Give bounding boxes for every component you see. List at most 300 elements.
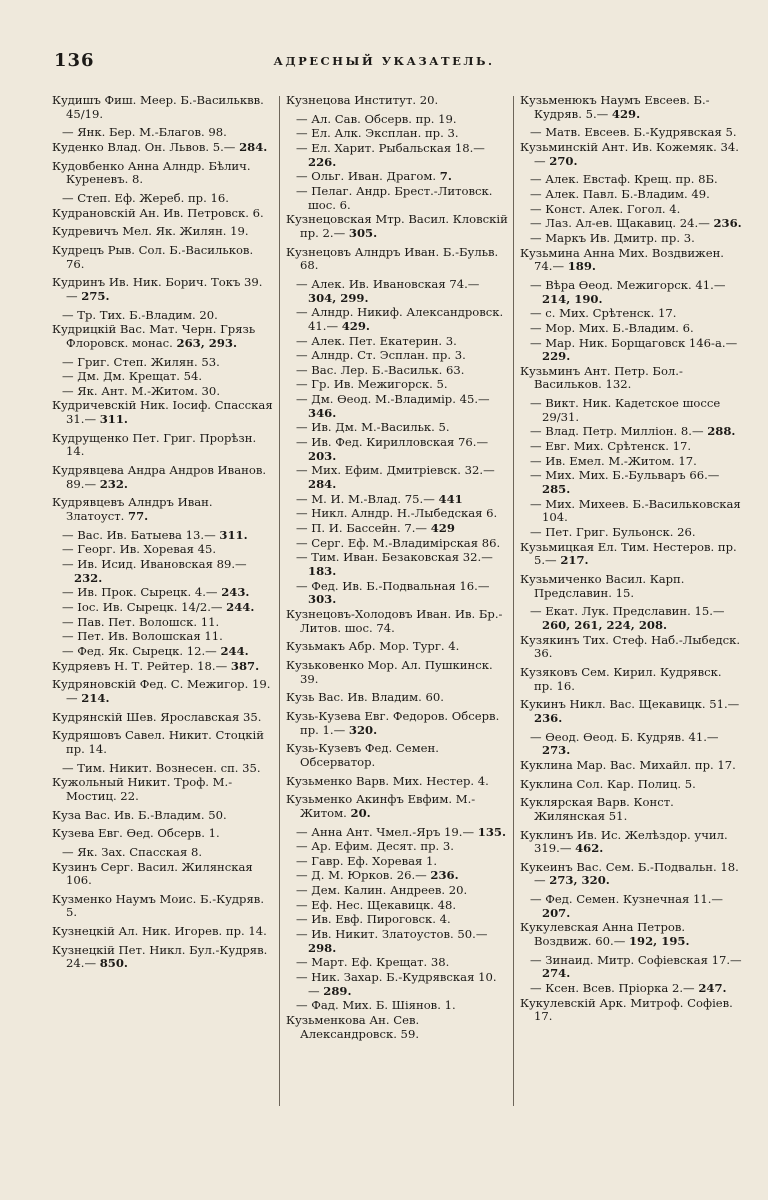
sub-entry xyxy=(520,954,742,981)
entry-text: — Тим. Иван. Безаковская 32.— xyxy=(296,550,493,565)
column-divider xyxy=(279,96,280,1106)
sub-entry xyxy=(286,971,508,998)
entry-text: — М. И. М.-Влад. 75.— xyxy=(296,491,435,506)
entry-text: — Алндр. Ст. Эсплан. пр. 3. xyxy=(296,348,466,363)
entry-number: 236. xyxy=(534,710,563,725)
entry-text: Кузнецова Институт. 20. xyxy=(286,93,439,107)
column-2 xyxy=(286,94,508,1046)
directory-entry xyxy=(52,827,274,841)
entry-number: 270. xyxy=(549,153,578,168)
directory-entry xyxy=(52,276,274,303)
entry-text: — Ив. Евф. Пироговск. 4. xyxy=(296,912,451,927)
entry-text: — Алек. Павл. Б.-Владим. 49. xyxy=(530,186,710,201)
entry-text: Кузьминскій Ант. Ив. Кожемяк. 34.— xyxy=(520,139,739,168)
entry-text: Кузьмиченко Васил. Карп. Предславин. 15. xyxy=(520,572,685,600)
sub-entry xyxy=(52,616,274,630)
page-number: 136 xyxy=(54,50,95,71)
entry-text: Кудричевскій Ник. Іосиф. Спасская 31.— xyxy=(52,398,273,427)
entry-text: Кузнецкій Пет. Никл. Бул.-Кудряв. 24.— xyxy=(52,942,268,971)
directory-entry xyxy=(52,323,274,350)
entry-number: 346. xyxy=(308,405,337,420)
entry-text: — Лаз. Ал-ев. Щакавиц. 24.— xyxy=(530,216,710,231)
directory-entry xyxy=(520,634,742,661)
entry-text: Кудрицкій Вас. Мат. Черн. Грязь Флоровск. монас. xyxy=(52,322,256,350)
sub-entry xyxy=(520,498,742,525)
entry-text: Кузякинъ Тих. Стеф. Наб.-Лыбедск. 36. xyxy=(520,632,741,661)
directory-entry xyxy=(520,541,742,568)
sub-entry xyxy=(286,113,508,127)
entry-text: — Як. Ант. М.-Житом. 30. xyxy=(62,383,220,398)
entry-number: 183. xyxy=(308,564,337,578)
directory-entry xyxy=(286,94,508,108)
sub-entry xyxy=(520,337,742,364)
entry-text: — Алек. Пет. Екатерин. 3. xyxy=(296,333,457,348)
entry-text: — Ел. Алк. Эксплан. пр. 3. xyxy=(296,126,459,141)
entry-text: Куза Вас. Ив. Б.-Владим. 50. xyxy=(52,807,227,822)
sub-entry xyxy=(286,306,508,333)
directory-entry xyxy=(286,793,508,820)
entry-text: Куклинъ Ив. Ис. Желѣздор. учил. 319.— xyxy=(520,827,728,856)
sub-entry xyxy=(520,455,742,469)
entry-text: — Евг. Мих. Срѣтенск. 17. xyxy=(530,439,692,454)
sub-entry xyxy=(52,645,274,659)
entry-text: — Вас. Ив. Батыева 13.— xyxy=(62,527,216,542)
sub-entry xyxy=(286,899,508,913)
sub-entry xyxy=(286,580,508,607)
entry-number: 289. xyxy=(323,983,352,998)
sub-entry xyxy=(286,335,508,349)
entry-text: — Ал. Сав. Обсерв. пр. 19. xyxy=(296,111,457,126)
entry-text: Кудрявцева Андра Андров Иванов. 89.— xyxy=(52,463,267,491)
entry-text: — Ник. Захар. Б.-Кудрявская 10.— xyxy=(296,970,497,998)
sub-entry xyxy=(520,203,742,217)
directory-entry xyxy=(286,659,508,686)
entry-text: Кузьменюкъ Наумъ Евсеев. Б.-Кудряв. 5.— xyxy=(520,93,710,121)
entry-number: 244. xyxy=(220,643,249,658)
entry-text: — Алек. Ив. Ивановская 74.— xyxy=(296,276,480,291)
entry-number: 214, 190. xyxy=(542,291,603,306)
directory-entry xyxy=(520,997,742,1024)
entry-text: Кузьменко Акинфъ Евфим. М.-Житом. xyxy=(286,792,476,820)
entry-number: 284. xyxy=(308,477,337,492)
sub-entry xyxy=(520,440,742,454)
directory-entry xyxy=(52,893,274,920)
directory-columns xyxy=(52,94,754,1134)
entry-text: — с. Мих. Срѣтенск. 17. xyxy=(530,306,677,321)
directory-entry xyxy=(52,711,274,725)
entry-number: 274. xyxy=(542,966,571,981)
sub-entry xyxy=(52,370,274,384)
entry-number: 189. xyxy=(567,259,596,274)
directory-entry xyxy=(52,809,274,823)
entry-number: 462. xyxy=(575,841,604,856)
sub-entry xyxy=(286,493,508,507)
sub-entry xyxy=(286,999,508,1013)
directory-entry xyxy=(520,666,742,693)
directory-entry xyxy=(52,94,274,121)
entry-text: — Як. Зах. Спасская 8. xyxy=(62,844,203,859)
sub-entry xyxy=(52,192,274,206)
entry-text: Кудрановскій Ан. Ив. Петровск. 6. xyxy=(52,205,264,220)
sub-entry xyxy=(520,425,742,439)
sub-entry xyxy=(52,601,274,615)
entry-text: — Ив. Фед. Кирилловская 76.— xyxy=(296,435,489,450)
entry-number: 214. xyxy=(81,690,110,705)
directory-entry xyxy=(52,464,274,491)
sub-entry xyxy=(286,142,508,169)
entry-text: — Мор. Мих. Б.-Владим. 6. xyxy=(530,320,694,335)
entry-text: — Ел. Харит. Рыбальская 18.— xyxy=(296,140,485,155)
entry-text: Кузь-Кузевъ Фед. Семен. Обсерватор. xyxy=(286,741,439,769)
column-3 xyxy=(520,94,742,1029)
entry-text: Кудрущенко Пет. Григ. Прорѣзн. 14. xyxy=(52,430,257,459)
directory-entry xyxy=(520,94,742,121)
entry-text: — Викт. Ник. Кадетское шоссе 29/31. xyxy=(530,396,721,424)
sub-entry xyxy=(286,522,508,536)
entry-text: Кузнецкій Ал. Ник. Игорев. пр. 14. xyxy=(52,924,267,939)
entry-number: 236. xyxy=(713,216,742,231)
entry-text: — Дм. Дм. Крещат. 54. xyxy=(62,369,203,384)
directory-entry xyxy=(52,729,274,756)
sub-entry xyxy=(286,393,508,420)
sub-entry xyxy=(520,232,742,246)
entry-text: — Ольг. Иван. Драгом. xyxy=(296,169,437,184)
directory-entry xyxy=(520,141,742,168)
sub-entry xyxy=(520,307,742,321)
directory-entry xyxy=(52,944,274,971)
sub-entry xyxy=(52,762,274,776)
directory-entry xyxy=(52,861,274,888)
sub-entry xyxy=(286,127,508,141)
entry-text: — Фед. Ив. Б.-Подвальная 16.— xyxy=(296,578,490,593)
sub-entry xyxy=(520,893,742,920)
sub-entry xyxy=(520,188,742,202)
entry-number: 275. xyxy=(81,288,110,303)
entry-text: — Григ. Степ. Жилян. 53. xyxy=(62,354,220,369)
sub-entry xyxy=(520,217,742,231)
entry-number: 285. xyxy=(542,482,571,497)
entry-text: Кузь-Кузева Евг. Федоров. Обсерв. пр. 1.— xyxy=(286,708,500,737)
sub-entry xyxy=(286,884,508,898)
entry-text: — Ксен. Всев. Пріорка 2.— xyxy=(530,981,695,996)
entry-number: 135. xyxy=(477,824,507,839)
sub-entry xyxy=(286,464,508,491)
entry-text: — Маркъ Ив. Дмитр. пр. 3. xyxy=(530,230,695,245)
entry-text: — Никл. Алндр. Н.-Лыбедская 6. xyxy=(296,506,498,521)
sub-entry xyxy=(286,364,508,378)
entry-number: 288. xyxy=(707,424,736,439)
entry-text: Кузяковъ Сем. Кирил. Кудрявск. пр. 16. xyxy=(520,664,722,693)
entry-text: Кудряевъ Н. Т. Рейтер. 18.— xyxy=(52,658,228,673)
directory-entry xyxy=(520,921,742,948)
entry-text: — Дм. Өеод. М.-Владимір. 45.— xyxy=(296,392,490,407)
directory-entry xyxy=(52,496,274,523)
entry-number: 387. xyxy=(230,658,260,673)
directory-entry xyxy=(286,640,508,654)
entry-text: — Ив. Никит. Златоустов. 50.— xyxy=(296,927,488,942)
entry-text: Кузнецовъ Алндръ Иван. Б.-Бульв. 68. xyxy=(286,244,499,273)
entry-number: 232. xyxy=(99,476,128,491)
sub-entry xyxy=(286,826,508,840)
entry-text: Куклярская Варв. Конст. Жилянская 51. xyxy=(520,795,674,823)
entry-text: Кузменко Наумъ Моис. Б.-Кудряв. 5. xyxy=(52,891,265,920)
sub-entry xyxy=(52,385,274,399)
entry-number: 850. xyxy=(99,956,128,971)
entry-text: Кузьменко Варв. Мих. Нестер. 4. xyxy=(286,773,489,788)
entry-text: — Мих. Михеев. Б.-Васильковская 104. xyxy=(530,496,741,525)
entry-text: Куклина Сол. Кар. Полиц. 5. xyxy=(520,776,696,791)
directory-entry xyxy=(520,861,742,888)
sub-entry xyxy=(286,436,508,463)
entry-number: 305. xyxy=(348,225,378,240)
entry-text: Кудревичъ Мел. Як. Жилян. 19. xyxy=(52,224,249,239)
entry-text: Кузь Вас. Ив. Владим. 60. xyxy=(286,690,444,705)
directory-entry xyxy=(520,759,742,773)
entry-number: 311. xyxy=(99,412,128,427)
entry-text: Кудринъ Ив. Ник. Борич. Токъ 39.— xyxy=(52,275,263,303)
entry-text: Кузева Евг. Өед. Обсерв. 1. xyxy=(52,826,220,841)
sub-entry xyxy=(520,397,742,424)
entry-text: — Ив. Прок. Сырецк. 4.— xyxy=(62,585,218,600)
entry-text: — Д. М. Юрков. 26.— xyxy=(296,868,427,883)
column-divider xyxy=(513,96,514,1106)
sub-entry xyxy=(286,507,508,521)
entry-text: Кузьминъ Ант. Петр. Бол.-Васильков. 132. xyxy=(520,363,683,392)
entry-text: Кузьмина Анна Мих. Воздвижен. 74.— xyxy=(520,245,724,274)
entry-text: — Зинаид. Митр. Софіевская 17.— xyxy=(530,952,742,967)
directory-entry xyxy=(286,775,508,789)
entry-text: Кузьмакъ Абр. Мор. Тург. 4. xyxy=(286,639,460,654)
entry-number: 236. xyxy=(430,868,459,883)
sub-entry xyxy=(52,630,274,644)
directory-entry xyxy=(286,742,508,769)
entry-text: — Вѣра Өеод. Межигорск. 41.— xyxy=(530,277,726,292)
sub-entry xyxy=(520,982,742,996)
entry-number: 429 xyxy=(430,521,455,536)
sub-entry xyxy=(520,605,742,632)
entry-text: Кузинъ Серг. Васил. Жилянская 106. xyxy=(52,859,253,888)
sub-entry xyxy=(286,956,508,970)
entry-number: 229. xyxy=(542,349,571,364)
sub-entry xyxy=(52,126,274,140)
entry-text: — Георг. Ив. Хоревая 45. xyxy=(62,542,217,557)
entry-text: Кудрецъ Рыв. Сол. Б.-Васильков. 76. xyxy=(52,242,254,271)
entry-number: 226. xyxy=(308,154,337,169)
entry-text: — Тр. Тих. Б.-Владим. 20. xyxy=(62,307,218,322)
sub-entry xyxy=(52,586,274,600)
directory-entry xyxy=(520,365,742,392)
directory-entry xyxy=(286,608,508,635)
directory-entry xyxy=(52,925,274,939)
directory-entry xyxy=(52,141,274,155)
sub-entry xyxy=(286,913,508,927)
entry-number: 77. xyxy=(128,509,149,524)
entry-number: 273, 320. xyxy=(549,873,610,888)
directory-entry xyxy=(52,660,274,674)
entry-number: 20. xyxy=(350,805,371,820)
entry-text: — Мар. Ник. Борщаговск 146-а.— xyxy=(530,335,738,350)
directory-entry xyxy=(286,691,508,705)
sub-entry xyxy=(286,840,508,854)
sub-entry xyxy=(286,855,508,869)
entry-text: Кудряшовъ Савел. Никит. Стоцкій пр. 14. xyxy=(52,728,264,756)
entry-text: Кудряновскій Фед. С. Межигор. 19.— xyxy=(52,677,271,705)
entry-number: 232. xyxy=(74,570,103,585)
sub-entry xyxy=(520,279,742,306)
entry-number: 298. xyxy=(308,940,337,955)
entry-text: — Конст. Алек. Гогол. 4. xyxy=(530,201,681,216)
entry-number: 7. xyxy=(439,169,452,184)
entry-text: Кузьковенко Мор. Ал. Пушкинск. 39. xyxy=(286,657,493,686)
sub-entry xyxy=(52,309,274,323)
entry-text: — Іос. Ив. Сырецк. 14/2.— xyxy=(62,600,223,614)
directory-entry xyxy=(286,1014,508,1041)
directory-entry xyxy=(52,678,274,705)
sub-entry xyxy=(52,356,274,370)
entry-text: Кузьмицкая Ел. Тим. Нестеров. пр. 5.— xyxy=(520,539,737,568)
entry-number: 284. xyxy=(239,139,268,154)
sub-entry xyxy=(52,558,274,585)
entry-text: — Гавр. Еф. Хоревая 1. xyxy=(296,853,438,868)
sub-entry xyxy=(520,469,742,496)
entry-text: — Пет. Ив. Волошская 11. xyxy=(62,629,223,644)
entry-text: — Вас. Лер. Б.-Васильк. 63. xyxy=(296,362,465,377)
entry-number: 207. xyxy=(542,905,571,920)
directory-entry xyxy=(520,247,742,274)
entry-text: — Дем. Калин. Андреев. 20. xyxy=(296,883,468,898)
entry-number: 203. xyxy=(308,448,337,463)
entry-number: 263, 293. xyxy=(176,335,238,350)
sub-entry xyxy=(520,526,742,540)
entry-text: — Фад. Мих. Б. Шіянов. 1. xyxy=(296,998,456,1013)
entry-text: — Фед. Як. Сырецк. 12.— xyxy=(62,643,217,658)
entry-text: — Тим. Никит. Вознесен. сп. 35. xyxy=(62,760,261,775)
entry-text: — Матв. Евсеев. Б.-Кудрявская 5. xyxy=(530,125,737,140)
directory-entry xyxy=(520,796,742,823)
entry-text: Кукеинъ Вас. Сем. Б.-Подвальн. 18.— xyxy=(520,859,739,888)
entry-text: Кудрявцевъ Алндръ Иван. Златоуст. xyxy=(52,495,213,524)
entry-text: — Ив. Исид. Ивановская 89.— xyxy=(62,557,247,572)
sub-entry xyxy=(520,173,742,187)
entry-number: 260, 261, 224, 208. xyxy=(542,617,668,632)
entry-text: — Пет. Григ. Бульонск. 26. xyxy=(530,525,696,540)
entry-text: — Мих. Мих. Б.-Бульваръ 66.— xyxy=(530,468,720,483)
entry-number: 429. xyxy=(341,318,370,333)
entry-text: — Еф. Нес. Щекавицк. 48. xyxy=(296,897,457,912)
entry-text: — Янк. Бер. М.-Благов. 98. xyxy=(62,125,227,140)
sub-entry xyxy=(52,529,274,543)
directory-entry xyxy=(520,698,742,725)
entry-text: — Пав. Пет. Волошск. 11. xyxy=(62,614,220,629)
entry-text: Кужольный Никит. Троф. М.-Мостиц. 22. xyxy=(52,775,233,803)
entry-text: — Ив. Емел. М.-Житом. 17. xyxy=(530,453,697,468)
entry-number: 320. xyxy=(348,722,378,737)
entry-number: 243. xyxy=(221,585,250,600)
entry-text: Кукинъ Никл. Вас. Щекавицк. 51.— xyxy=(520,697,740,712)
entry-text: — Влад. Петр. Милліон. 8.— xyxy=(530,424,704,439)
entry-number: 429. xyxy=(611,106,641,121)
page-header xyxy=(40,50,728,74)
directory-entry xyxy=(520,829,742,856)
entry-number: 303. xyxy=(308,592,337,607)
entry-text: — Алек. Евстаф. Крещ. пр. 8Б. xyxy=(530,172,718,187)
entry-text: — Мих. Ефим. Дмитріевск. 32.— xyxy=(296,463,495,478)
entry-text: — П. И. Бассейн. 7.— xyxy=(296,521,428,536)
entry-text: Кузьменкова Ан. Сев. Александровск. 59. xyxy=(286,1013,420,1041)
entry-number: 244. xyxy=(226,600,255,614)
entry-text: — Өеод. Өеод. Б. Кудряв. 41.— xyxy=(530,729,719,744)
entry-text: — Анна Ант. Чмел.-Яръ 19.— xyxy=(296,824,475,839)
directory-entry xyxy=(52,160,274,187)
directory-entry xyxy=(520,573,742,600)
entry-text: Куденко Влад. Он. Львов. 5.— xyxy=(52,139,236,154)
directory-entry xyxy=(286,710,508,737)
sub-entry xyxy=(520,322,742,336)
entry-text: Куклина Мар. Вас. Михайл. пр. 17. xyxy=(520,757,736,772)
entry-number: 304, 299. xyxy=(308,290,369,305)
sub-entry xyxy=(520,731,742,758)
sub-entry xyxy=(286,928,508,955)
sub-entry xyxy=(286,378,508,392)
entry-number: 247. xyxy=(698,981,727,996)
running-head: АДРЕСНЫЙ УКАЗАТЕЛЬ. xyxy=(273,54,495,68)
sub-entry xyxy=(286,349,508,363)
entry-text: Кузнецовъ-Холодовъ Иван. Ив. Бр.-Литов. шос. 74. xyxy=(286,606,503,635)
sub-entry xyxy=(286,551,508,578)
directory-entry xyxy=(52,399,274,426)
entry-text: — Март. Еф. Крещат. 38. xyxy=(296,955,450,970)
sub-entry xyxy=(52,846,274,860)
sub-entry xyxy=(286,185,508,212)
entry-text: — Екат. Лук. Предславин. 15.— xyxy=(530,604,725,619)
sub-entry xyxy=(286,278,508,305)
entry-text: — Серг. Еф. М.-Владимірская 86. xyxy=(296,535,501,550)
sub-entry xyxy=(520,126,742,140)
entry-text: — Гр. Ив. Межигорск. 5. xyxy=(296,377,448,392)
sub-entry xyxy=(286,537,508,551)
entry-number: 441 xyxy=(438,491,463,506)
entry-number: 311. xyxy=(219,527,248,542)
directory-entry xyxy=(52,244,274,271)
entry-text: — Ар. Ефим. Десят. пр. 3. xyxy=(296,839,454,854)
directory-entry xyxy=(52,432,274,459)
entry-text: Кузнецовская Мтр. Васил. Кловскій пр. 2.— xyxy=(286,212,508,240)
entry-text: — Ив. Дм. М.-Васильк. 5. xyxy=(296,420,450,435)
directory-entry xyxy=(286,246,508,273)
entry-text: — Алндр. Никиф. Александровск. 41.— xyxy=(296,305,504,333)
entry-text: Кудишъ Фиш. Меер. Б.-Васильквв. 45/19. xyxy=(52,93,264,121)
sub-entry xyxy=(52,543,274,557)
sub-entry xyxy=(286,170,508,184)
entry-number: 217. xyxy=(560,553,589,568)
directory-entry xyxy=(52,225,274,239)
directory-entry xyxy=(52,207,274,221)
entry-text: — Пелаг. Андр. Брест.-Литовск. шос. 6. xyxy=(296,183,493,212)
entry-text: Кукулевскій Арк. Митроф. Софіев. 17. xyxy=(520,995,733,1024)
entry-text: Кукулевская Анна Петров. Воздвиж. 60.— xyxy=(520,920,686,949)
directory-entry xyxy=(520,778,742,792)
entry-number: 273. xyxy=(542,743,571,758)
entry-text: Кудовбенко Анна Алндр. Бѣлич. Куреневъ. 8. xyxy=(52,158,251,187)
directory-entry xyxy=(52,776,274,803)
column-1 xyxy=(52,94,274,976)
directory-entry xyxy=(286,213,508,240)
sub-entry xyxy=(286,869,508,883)
sub-entry xyxy=(286,421,508,435)
entry-text: — Степ. Еф. Жереб. пр. 16. xyxy=(62,190,229,205)
entry-text: — Фед. Семен. Кузнечная 11.— xyxy=(530,892,724,907)
entry-text: Кудрянскій Шев. Ярославская 35. xyxy=(52,709,262,724)
